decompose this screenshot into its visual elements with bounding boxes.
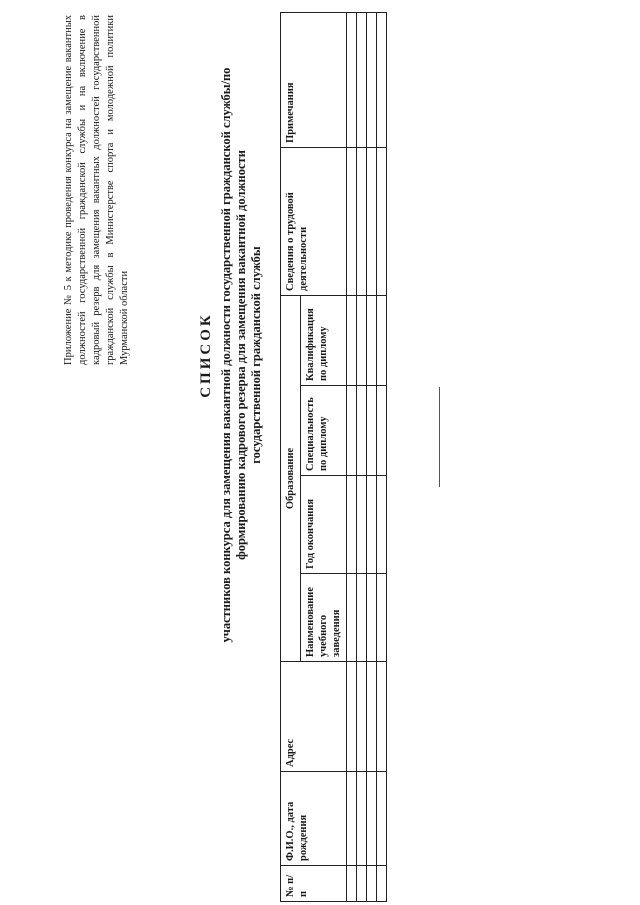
header-institution: Наименование учебного заведения [301,574,347,662]
document-title: СПИСОК [198,312,214,398]
table-cell [357,386,367,476]
table-cell [377,295,387,385]
table-cell [377,386,387,476]
table-cell [347,386,357,476]
table-cell [347,662,357,772]
table-cell [367,12,377,147]
table-row [377,12,387,901]
header-education: Образование [281,295,301,661]
table-cell [347,574,357,662]
table-cell [367,476,377,574]
header-number: № п/п [281,866,347,902]
table-cell [367,574,377,662]
table-cell [367,147,377,295]
table-cell [357,574,367,662]
table-cell [347,772,357,866]
table-cell [347,147,357,295]
table-cell [357,12,367,147]
table-cell [347,866,357,902]
table-cell [377,772,387,866]
header-notes: Примечания [281,12,347,147]
header-year: Год окончания [301,476,347,574]
table-cell [377,12,387,147]
table-row [347,12,357,901]
table-cell [377,476,387,574]
table-cell [347,476,357,574]
header-specialty: Специальность по диплому [301,386,347,476]
table-cell [367,866,377,902]
table-cell [357,295,367,385]
header-work: Сведения о трудовой деятельности [281,147,347,295]
subtitle-line-1: участников конкурса для замещения вакантной должности государственной гражданской службы/по [219,67,233,643]
table-cell [357,147,367,295]
table-cell [357,476,367,574]
subtitle-line-3: государственной гражданской службы [249,246,263,464]
table-cell [377,662,387,772]
table-row [357,12,367,901]
table-cell [357,772,367,866]
subtitle-line-2: формированию кадрового резерва для замещения вакантной должности [234,150,248,560]
table-cell [367,386,377,476]
table-body [347,12,387,901]
signature-line [439,387,440,487]
header-qualification: Квалификация по диплому [301,295,347,385]
participants-table [280,12,387,902]
table-cell [367,772,377,866]
table-row [367,12,377,901]
table-cell [377,147,387,295]
table-cell [347,12,357,147]
table-cell [367,295,377,385]
table-cell [357,662,367,772]
table-cell [357,866,367,902]
table-cell [377,866,387,902]
appendix-note: Приложение № 5 к методике проведения конкурса на замещение вакантных должностей государственной гражданской службы и на включение в кадровый резерв для замещения вакантных должностей государственной гражданской службы в Министерстве спорта и молодежной политики Мурманской области [63,15,130,365]
table-cell [377,574,387,662]
title-block [198,55,264,655]
table-cell [347,295,357,385]
header-name: Ф.И.О., дата рождения [281,772,347,866]
header-address: Адрес [281,662,347,772]
table-cell [367,662,377,772]
